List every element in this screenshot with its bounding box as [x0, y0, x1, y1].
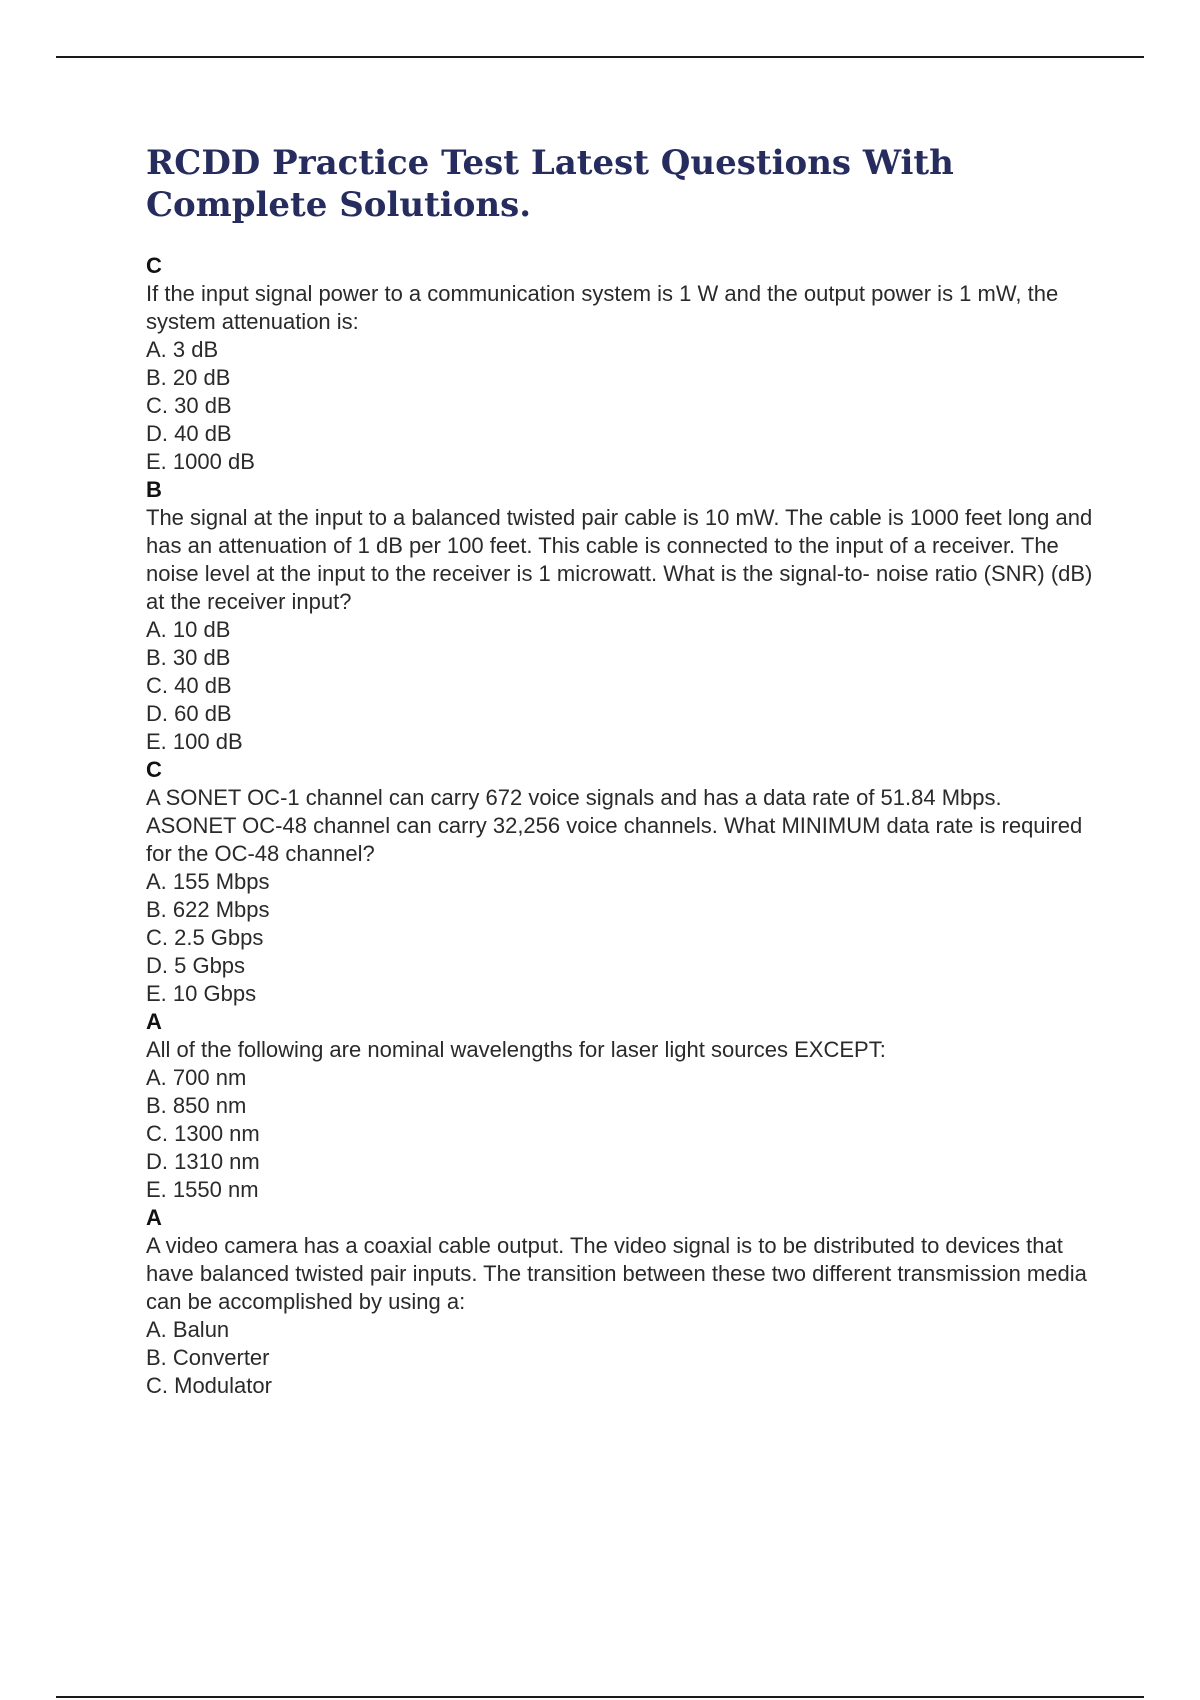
- answer-key: C: [146, 757, 162, 782]
- answer-option: A. 10 dB: [146, 617, 231, 642]
- question-block: [146, 1008, 1096, 1204]
- answer-key: B: [146, 477, 162, 502]
- answer-option: A. 155 Mbps: [146, 869, 270, 894]
- answer-option: C. 1300 nm: [146, 1121, 260, 1146]
- question-text: The signal at the input to a balanced twisted pair cable is 10 mW. The cable is 1000 feet long and has an attenuation of 1 dB per 100 feet. This cable is connected to the input of a receiver. The noise level at the input to the receiver is 1 microwatt. What is the signal-to- noise ratio (SNR) (dB) at the receiver input?: [146, 505, 1093, 614]
- question-block: [146, 1204, 1096, 1400]
- answer-option: E. 1000 dB: [146, 449, 255, 474]
- answer-option: E. 1550 nm: [146, 1177, 259, 1202]
- top-rule: [56, 56, 1144, 58]
- question-text: A SONET OC-1 channel can carry 672 voice signals and has a data rate of 51.84 Mbps. ASONET OC-48 channel can carry 32,256 voice channels. What MINIMUM data rate is required for the OC-48 channel?: [146, 785, 1083, 866]
- question-block: [146, 756, 1096, 1008]
- answer-option: C. Modulator: [146, 1373, 272, 1398]
- answer-option: B. 622 Mbps: [146, 897, 270, 922]
- document-title: RCDD Practice Test Latest Questions With Complete Solutions.: [146, 143, 954, 225]
- answer-option: C. 2.5 Gbps: [146, 925, 264, 950]
- answer-option: B. 850 nm: [146, 1093, 247, 1118]
- answer-option: E. 100 dB: [146, 729, 243, 754]
- answer-key: C: [146, 253, 162, 278]
- answer-option: D. 1310 nm: [146, 1149, 260, 1174]
- answer-option: D. 60 dB: [146, 701, 232, 726]
- answer-option: B. 30 dB: [146, 645, 231, 670]
- bottom-rule: [56, 1696, 1144, 1698]
- question-text: All of the following are nominal wavelengths for laser light sources EXCEPT:: [146, 1037, 886, 1062]
- answer-option: A. 700 nm: [146, 1065, 247, 1090]
- question-text: A video camera has a coaxial cable output. The video signal is to be distributed to devices that have balanced twisted pair inputs. The transition between these two different transmission media can be accomplished by using a:: [146, 1233, 1087, 1314]
- page-content: [146, 142, 1096, 1400]
- answer-option: B. 20 dB: [146, 365, 231, 390]
- question-block: [146, 476, 1096, 756]
- answer-key: A: [146, 1205, 162, 1230]
- answer-option: D. 40 dB: [146, 421, 232, 446]
- answer-option: D. 5 Gbps: [146, 953, 246, 978]
- answer-option: A. Balun: [146, 1317, 230, 1342]
- answer-key: A: [146, 1009, 162, 1034]
- answer-option: E. 10 Gbps: [146, 981, 257, 1006]
- answer-option: A. 3 dB: [146, 337, 219, 362]
- answer-option: C. 30 dB: [146, 393, 232, 418]
- question-text: If the input signal power to a communication system is 1 W and the output power is 1 mW, the system attenuation is:: [146, 281, 1059, 334]
- answer-option: C. 40 dB: [146, 673, 232, 698]
- question-block: [146, 252, 1096, 476]
- answer-option: B. Converter: [146, 1345, 270, 1370]
